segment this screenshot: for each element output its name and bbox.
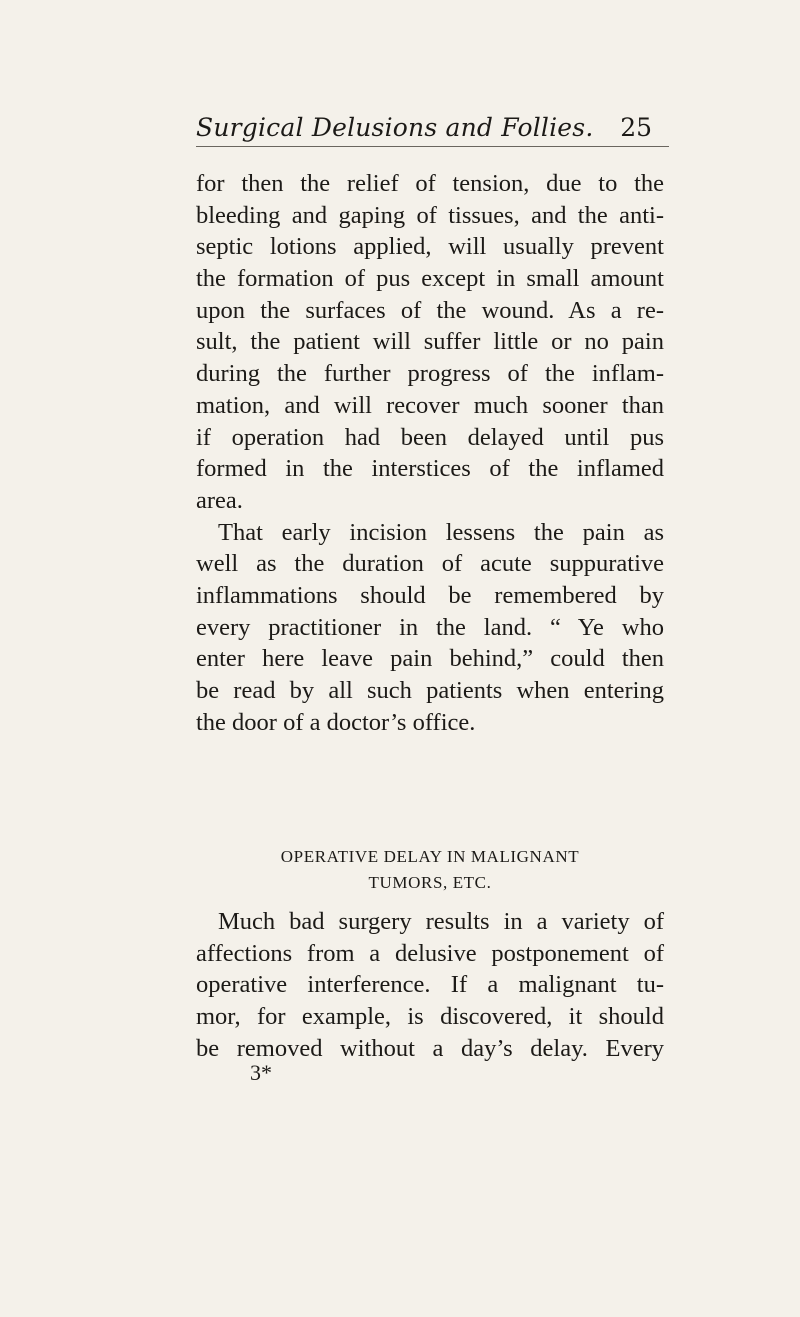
text-line: inflammations should be remembered by [196,581,664,609]
running-head-title: Surgical Delusions and Follies. [196,113,594,142]
text-line: upon the surfaces of the wound. As a re- [196,296,664,324]
text-line: enter here leave pain behind,” could then [196,645,664,673]
text-line: for then the relief of tension, due to the [196,170,664,197]
section-heading-line: TUMORS, ETC. [368,873,492,892]
paragraph-3 [196,906,664,1064]
text-line: the door of a doctor’s office. [196,708,476,736]
page-number: 25 [620,113,652,142]
text-line: mor, for example, is discovered, it should [196,1003,664,1031]
text-line: well as the duration of acute suppurative [196,550,664,578]
text-line: operative interference. If a malignant tu- [196,971,664,999]
signature-mark: 3* [250,1060,272,1085]
paragraph-2 [196,517,664,739]
text-line: area. [196,486,243,514]
text-line: the formation of pus except in small amount [196,265,664,293]
section-heading-line: OPERATIVE DELAY IN MALIGNANT [280,847,580,866]
text-line: Much bad surgery results in a variety of [218,908,664,935]
text-line: be removed without a day’s delay. Every [196,1034,664,1062]
text-line: mation, and will recover much sooner than [196,391,664,419]
header-rule [196,146,669,147]
text-line: every practitioner in the land. “ Ye who [196,613,664,641]
text-line: bleeding and gaping of tissues, and the anti- [196,201,664,229]
text-line: during the further progress of the inflam- [196,360,664,388]
text-line: formed in the interstices of the inflamed [196,455,664,483]
section-heading [196,844,664,896]
text-line: if operation had been delayed until pus [196,423,664,451]
text-line: affections from a delusive postponement of [196,939,664,967]
text-line: septic lotions applied, will usually prevent [196,233,664,261]
paragraph-1 [196,168,664,517]
body-text-upper [196,168,664,738]
text-line: sult, the patient will suffer little or no pain [196,328,664,356]
text-line: be read by all such patients when entering [196,677,664,704]
body-text-lower [196,906,664,1064]
text-line: That early incision lessens the pain as [218,518,664,546]
